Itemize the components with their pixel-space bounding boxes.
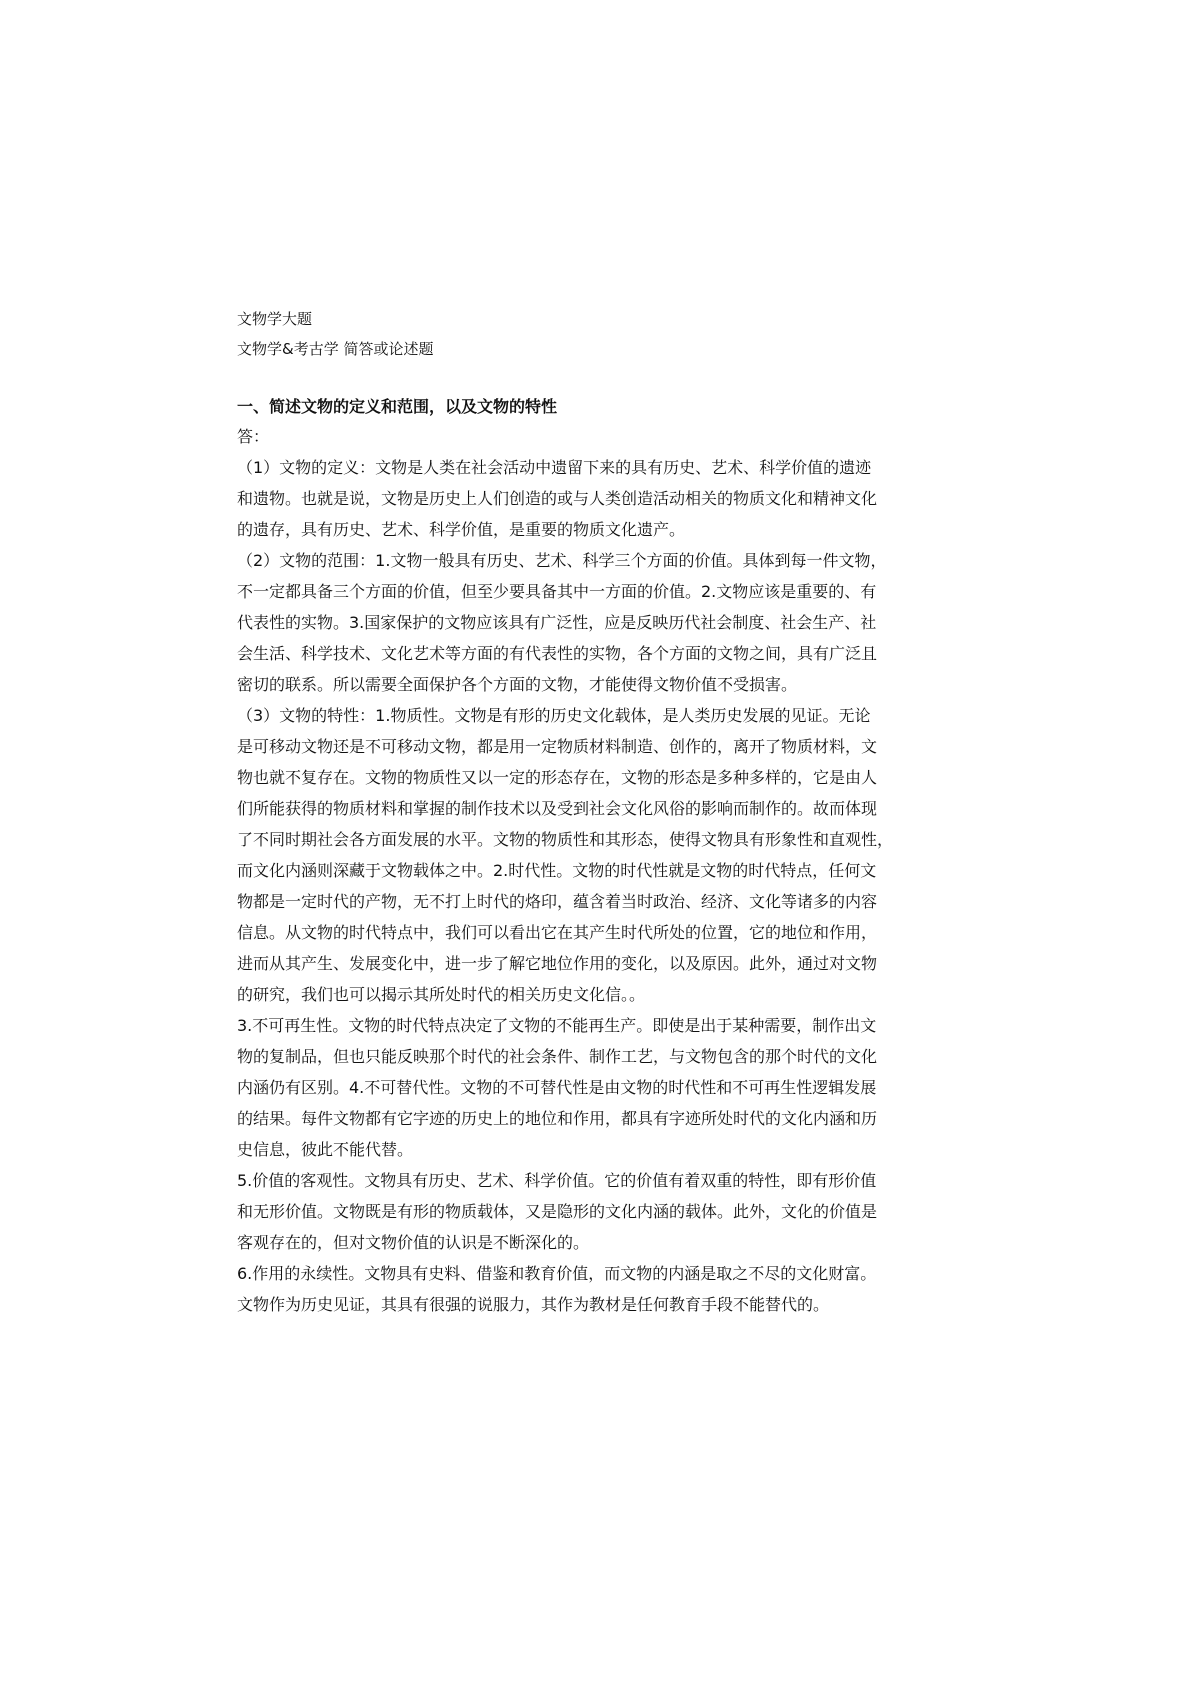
text-line: 了不同时期社会各方面发展的水平。文物的物质性和其形态，使得文物具有形象性和直观性，: [237, 830, 894, 849]
section-heading: 一、简述文物的定义和范围，以及文物的特性: [237, 397, 558, 416]
text-line: 内涵仍有区别。4.不可替代性。文物的不可替代性是由文物的时代性和不可再生性逻辑发展: [237, 1078, 877, 1097]
text-line: 不一定都具备三个方面的价值，但至少要具备其中一方面的价值。2.文物应该是重要的、有: [237, 582, 877, 601]
text-line: 6.作用的永续性。文物具有史料、借鉴和教育价值，而文物的内涵是取之不尽的文化财富。: [237, 1264, 877, 1283]
document-page: [237, 304, 967, 1320]
text-line: 和遗物。也就是说，文物是历史上人们创造的或与人类创造活动相关的物质文化和精神文化: [237, 489, 878, 508]
text-line: 的结果。每件文物都有它字迹的历史上的地位和作用，都具有字迹所处时代的文化内涵和历: [237, 1109, 878, 1128]
answer-label: 答：: [237, 427, 270, 446]
text-line: 信息。从文物的时代特点中，我们可以看出它在其产生时代所处的位置，它的地位和作用，: [237, 923, 878, 942]
text-line: 进而从其产生、发展变化中，进一步了解它地位作用的变化，以及原因。此外，通过对文物: [237, 954, 878, 973]
text-line: （1）文物的定义：文物是人类在社会活动中遗留下来的具有历史、艺术、科学价值的遗迹: [237, 458, 872, 477]
text-line: 是可移动文物还是不可移动文物，都是用一定物质材料制造、创作的，离开了物质材料，文: [237, 737, 878, 756]
text-line: 们所能获得的物质材料和掌握的制作技术以及受到社会文化风俗的影响而制作的。故而体现: [237, 799, 878, 818]
text-line: 的研究，我们也可以揭示其所处时代的相关历史文化信。。: [237, 985, 646, 1004]
text-line: 5.价值的客观性。文物具有历史、艺术、科学价值。它的价值有着双重的特性，即有形价值: [237, 1171, 877, 1190]
document-title: 文物学大题: [237, 310, 313, 328]
text-line: 密切的联系。所以需要全面保护各个方面的文物，才能使得文物价值不受损害。: [237, 675, 798, 694]
text-line: （2）文物的范围：1.文物一般具有历史、艺术、科学三个方面的价值。具体到每一件文物，: [237, 551, 887, 570]
text-line: （3）文物的特性：1.物质性。文物是有形的历史文化载体，是人类历史发展的见证。无论: [237, 706, 871, 725]
text-line: 而文化内涵则深藏于文物载体之中。2.时代性。文物的时代性就是文物的时代特点，任何文: [237, 861, 877, 880]
text-line: 代表性的实物。3.国家保护的文物应该具有广泛性，应是反映历代社会制度、社会生产、社: [237, 613, 877, 632]
text-line: 的遗存，具有历史、艺术、科学价值，是重要的物质文化遗产。: [237, 520, 686, 539]
text-line: 客观存在的，但对文物价值的认识是不断深化的。: [237, 1233, 590, 1252]
text-line: 史信息，彼此不能代替。: [237, 1140, 414, 1159]
text-line: 文物作为历史见证，其具有很强的说服力，其作为教材是任何教育手段不能替代的。: [237, 1295, 830, 1314]
text-line: 物都是一定时代的产物，无不打上时代的烙印，蕴含着当时政治、经济、文化等诸多的内容: [237, 892, 878, 911]
text-line: 会生活、科学技术、文化艺术等方面的有代表性的实物，各个方面的文物之间，具有广泛且: [237, 644, 878, 663]
answer-body: [237, 452, 967, 1320]
text-line: 物也就不复存在。文物的物质性又以一定的形态存在，文物的形态是多种多样的，它是由人: [237, 768, 878, 787]
document-subtitle: 文物学&考古学 简答或论述题: [237, 340, 434, 358]
text-line: 和无形价值。文物既是有形的物质载体，又是隐形的文化内涵的载体。此外，文化的价值是: [237, 1202, 878, 1221]
text-line: 3.不可再生性。文物的时代特点决定了文物的不能再生产。即使是出于某种需要，制作出文: [237, 1016, 877, 1035]
text-line: 物的复制品，但也只能反映那个时代的社会条件、制作工艺，与文物包含的那个时代的文化: [237, 1047, 878, 1066]
